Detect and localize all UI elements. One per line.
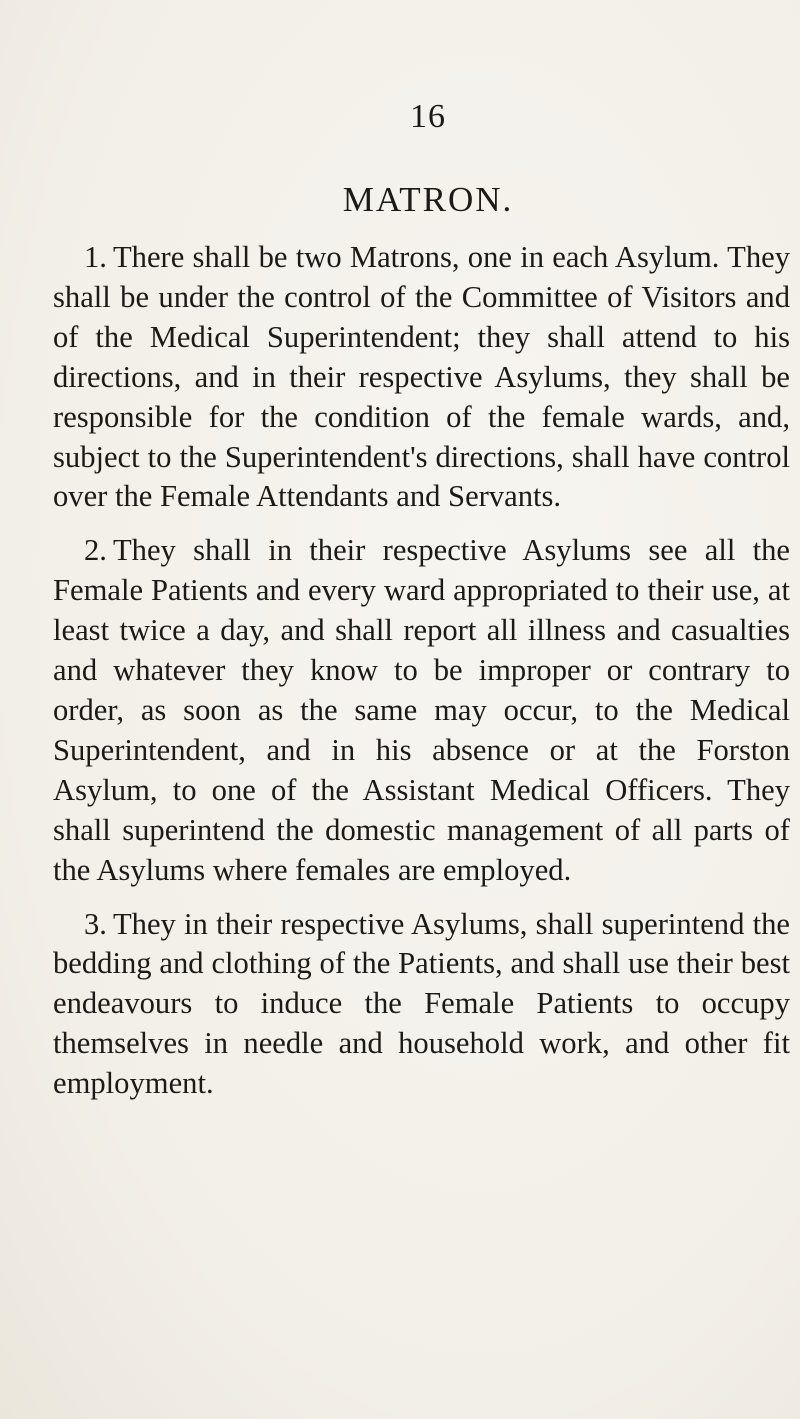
paragraph-number: 3. <box>84 906 107 941</box>
paragraph-3 <box>53 905 790 1105</box>
paragraph-text: There shall be two Matrons, one in each Asylum. They shall be under the control of the Committee of Visitors and of the Medical Superintendent; they shall attend to his directions, and in their respective Asylums, they shall be responsible for the condition of the female wards, and, subject to the Superintendent's directions, shall have control over the Female Attendants and Servants. <box>53 240 790 514</box>
paragraph-number: 1. <box>84 240 107 274</box>
paragraph-number: 2. <box>84 533 107 568</box>
paragraph-1 <box>53 238 790 517</box>
body-text <box>53 238 790 1104</box>
paragraph-text: They in their respective Asylums, shall superintend the bedding and clothing of the Patients, and shall use their best endeavours to induce the Female Patients to occupy themselves in needle and household work, and other fit employment. <box>53 906 790 1101</box>
section-heading: MATRON. <box>342 180 514 219</box>
paragraph-text: They shall in their respective Asylums see all the Female Patients and every ward appropriated to their use, at least twice a day, and shall report all illness and casualties and whatever they know to be improper or contrary to order, as soon as the same may occur, to the Medical Superintendent, and in his absence or at the Forston Asylum, to one of the Assistant Medical Officers. They shall superintend the domestic management of all parts of the Asylums where females are employed. <box>53 533 790 887</box>
paragraph-2 <box>53 531 790 890</box>
page-number: 16 <box>410 98 446 135</box>
